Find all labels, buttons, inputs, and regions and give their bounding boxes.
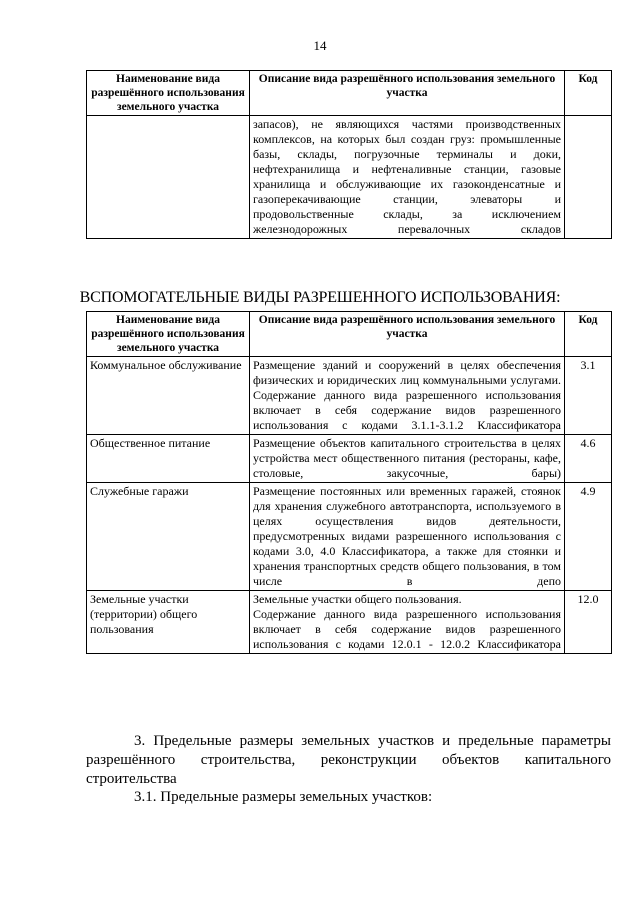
row-name: Коммунальное обслуживание (87, 357, 250, 435)
paragraph-3: 3. Предельные размеры земельных участков и предельные параметры разрешённого строительства, реконструкции объектов капитального строительства (86, 733, 611, 787)
row-description: Размещение постоянных или временных гаражей, стоянок для хранения служебного автотранспорта, используемого в целях осуществления видов деятельности, предусмотренных видами разрешенного использования с кодами 3.0, 4.0 Классификатора, а также для стоянки и хранения транспортных средств общего пользования, в том числе в депо (250, 483, 565, 591)
row-code: 12.0 (565, 591, 612, 654)
row-name: Общественное питание (87, 435, 250, 483)
row-name: Служебные гаражи (87, 483, 250, 591)
table-row (87, 591, 612, 654)
table-row (87, 357, 612, 435)
row-description-line: Земельные участки общего пользования. (253, 592, 462, 606)
paragraph-3-1: 3.1. Предельные размеры земельных участков: (134, 789, 433, 805)
header-description: Описание вида разрешённого использования земельного участка (250, 312, 565, 357)
table-row (87, 116, 612, 239)
row-description-line: Содержание данного вида разрешенного использования включает в себя содержание видов разрешенного использования с кодами 12.0.1 - 12.0.2 Классификатора (253, 607, 561, 651)
row-code: 3.1 (565, 357, 612, 435)
section-heading: ВСПОМОГАТЕЛЬНЫЕ ВИДЫ РАЗРЕШЕННОГО ИСПОЛЬЗОВАНИЯ: (79, 289, 561, 306)
row-name: Земельные участки (территории) общего пользования (87, 591, 250, 654)
table-row (87, 483, 612, 591)
auxiliary-uses-table (86, 311, 612, 654)
header-name: Наименование вида разрешённого использования земельного участка (87, 71, 250, 116)
row-description: запасов), не являющихся частями производственных комплексов, на которых был создан груз: промышленные базы, склады, погрузочные терминалы и доки, нефтехранилища и нефтеналивные станции, газовые хранилища и обслуживающие их газоконденсатные и газоперекачивающие станции, элеваторы и продовольственные склады, за исключением железнодорожных перевалочных складов (250, 116, 565, 239)
row-description (250, 591, 565, 654)
table-header-row (87, 312, 612, 357)
row-code: 4.6 (565, 435, 612, 483)
row-name (87, 116, 250, 239)
row-description: Размещение объектов капитального строительства в целях устройства мест общественного питания (рестораны, кафе, столовые, закусочные, бары) (250, 435, 565, 483)
table-row (87, 435, 612, 483)
header-code: Код (565, 312, 612, 357)
table-header-row (87, 71, 612, 116)
row-code: 4.9 (565, 483, 612, 591)
page-number: 14 (313, 38, 327, 53)
row-description: Размещение зданий и сооружений в целях обеспечения физических и юридических лиц коммунальными услугами. Содержание данного вида разрешенного использования включает в себя содержание видов разрешенного использования с кодами 3.1.1-3.1.2 Классификатора (250, 357, 565, 435)
header-code: Код (565, 71, 612, 116)
header-name: Наименование вида разрешённого использования земельного участка (87, 312, 250, 357)
land-use-table-continuation (86, 70, 612, 239)
row-code (565, 116, 612, 239)
header-description: Описание вида разрешённого использования земельного участка (250, 71, 565, 116)
